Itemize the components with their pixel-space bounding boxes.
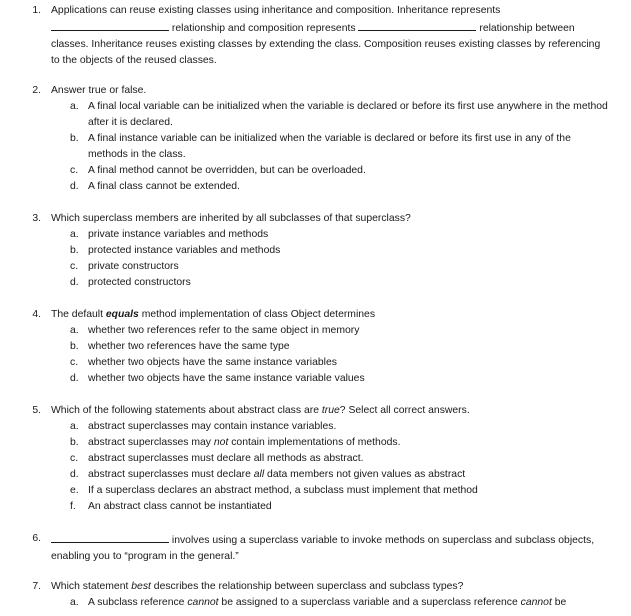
question-number: 4. (32, 309, 41, 320)
option-fragment: abstract superclasses must declare (88, 469, 254, 480)
option-fragment: A subclass reference (88, 597, 188, 608)
option-text: private instance variables and methods (88, 229, 269, 240)
question-number: 2. (32, 85, 41, 96)
option-letter: d. (70, 373, 79, 384)
question-text (0, 531, 631, 549)
question-text-fragment: relationship and composition represents (171, 23, 356, 34)
question-stem: Which superclass members are inherited by all subclasses of that superclass? (51, 213, 411, 224)
option-letter: d. (70, 469, 79, 480)
answer-blank[interactable] (358, 19, 476, 31)
option-text (88, 469, 465, 480)
answer-option (0, 339, 631, 355)
answer-option (0, 371, 631, 387)
answer-option (0, 243, 631, 259)
option-letter: f. (70, 501, 76, 512)
option-letter: b. (70, 133, 79, 144)
answer-blank[interactable] (51, 19, 169, 31)
question-stem (0, 307, 631, 323)
option-text: private constructors (88, 261, 179, 272)
option-letter: a. (70, 325, 79, 336)
option-letter: a. (70, 421, 79, 432)
stem-emphasis: true (321, 405, 340, 416)
answer-option (0, 499, 631, 515)
question-number: 1. (32, 5, 41, 16)
question-number: 3. (32, 213, 41, 224)
option-emphasis: not (213, 437, 229, 448)
stem-emphasis: equals (105, 309, 139, 320)
option-emphasis: cannot (187, 597, 219, 608)
option-text: A final instance variable can be initialized when the variable is declared or before its first use in any of the methods in the class. (88, 133, 571, 160)
option-fragment: be assigned to a superclass variable and a superclass reference (218, 597, 521, 608)
answer-option (0, 323, 631, 339)
stem-fragment: Which statement (51, 581, 132, 592)
answer-option (0, 355, 631, 371)
option-text: abstract superclasses must declare all methods as abstract. (88, 453, 364, 464)
option-text: whether two objects have the same instance variable values (88, 373, 365, 384)
question-4 (0, 307, 631, 387)
answer-option (0, 451, 631, 467)
answer-option (0, 259, 631, 275)
stem-fragment: The default (51, 309, 106, 320)
option-text: If a superclass declares an abstract method, a subclass must implement that method (88, 485, 478, 496)
option-fragment: contain implementations of methods. (228, 437, 401, 448)
answer-option (0, 131, 631, 163)
stem-fragment: describes the relationship between superclass and subclass types? (150, 581, 464, 592)
question-1 (0, 3, 631, 69)
option-text: A final method cannot be overridden, but can be overloaded. (88, 165, 366, 176)
answer-option (0, 99, 631, 131)
option-text: protected constructors (88, 277, 191, 288)
question-stem: Answer true or false. (51, 85, 147, 96)
option-letter: b. (70, 341, 79, 352)
answer-option (0, 467, 631, 483)
question-text-fragment: relationship between (479, 23, 575, 34)
question-text: classes. Inheritance reuses existing classes by extending the class. Composition reuses existing classes by referencing (51, 39, 601, 50)
option-fragment: data members not given values as abstract (264, 469, 466, 480)
option-fragment: be (551, 597, 567, 608)
option-letter: d. (70, 181, 79, 192)
question-2 (0, 83, 631, 195)
option-letter: c. (70, 261, 79, 272)
option-letter: c. (70, 165, 79, 176)
option-text: A final local variable can be initialized when the variable is declared or before its first use anywhere in the method after it is declared. (88, 101, 608, 128)
question-3 (0, 211, 631, 291)
option-text: whether two references have the same type (88, 341, 290, 352)
question-6 (0, 531, 631, 565)
option-letter: d. (70, 277, 79, 288)
option-text (88, 437, 400, 448)
question-stem (0, 579, 631, 595)
stem-fragment: Which of the following statements about abstract class are (51, 405, 322, 416)
question-stem (0, 403, 631, 419)
option-letter: a. (70, 229, 79, 240)
question-7 (0, 579, 631, 611)
option-letter: c. (70, 453, 79, 464)
option-text: abstract superclasses may contain instance variables. (88, 421, 337, 432)
question-text: enabling you to “program in the general.” (51, 551, 239, 562)
answer-option (0, 483, 631, 499)
option-letter: c. (70, 357, 79, 368)
option-letter: a. (70, 101, 79, 112)
answer-option (0, 275, 631, 291)
option-letter: e. (70, 485, 79, 496)
option-letter: b. (70, 437, 79, 448)
answer-option (0, 419, 631, 435)
question-5 (0, 403, 631, 515)
option-fragment: abstract superclasses may (88, 437, 214, 448)
stem-fragment: method implementation of class Object determines (138, 309, 376, 320)
answer-option (0, 435, 631, 451)
answer-option (0, 227, 631, 243)
answer-option (0, 163, 631, 179)
answer-blank[interactable] (51, 531, 169, 543)
option-text: whether two objects have the same instance variables (88, 357, 337, 368)
option-text: whether two references refer to the same object in memory (88, 325, 360, 336)
option-emphasis: all (253, 469, 265, 480)
answer-option (0, 595, 631, 611)
question-text: to the objects of the reused classes. (51, 55, 217, 66)
option-text: protected instance variables and methods (88, 245, 281, 256)
option-emphasis: cannot (520, 597, 552, 608)
option-text: A final class cannot be extended. (88, 181, 240, 192)
question-text-fragment: involves using a superclass variable to invoke methods on superclass and subclass objects, (171, 535, 595, 546)
option-letter: a. (70, 597, 79, 608)
stem-fragment: ? Select all correct answers. (339, 405, 470, 416)
question-number: 7. (32, 581, 41, 592)
question-number: 6. (32, 533, 41, 544)
question-number: 5. (32, 405, 41, 416)
question-text: Applications can reuse existing classes using inheritance and composition. Inheritance represents (51, 5, 501, 16)
option-text: An abstract class cannot be instantiated (88, 501, 272, 512)
question-text (0, 19, 631, 37)
option-text (88, 597, 566, 608)
stem-emphasis: best (131, 581, 151, 592)
option-letter: b. (70, 245, 79, 256)
answer-option (0, 179, 631, 195)
